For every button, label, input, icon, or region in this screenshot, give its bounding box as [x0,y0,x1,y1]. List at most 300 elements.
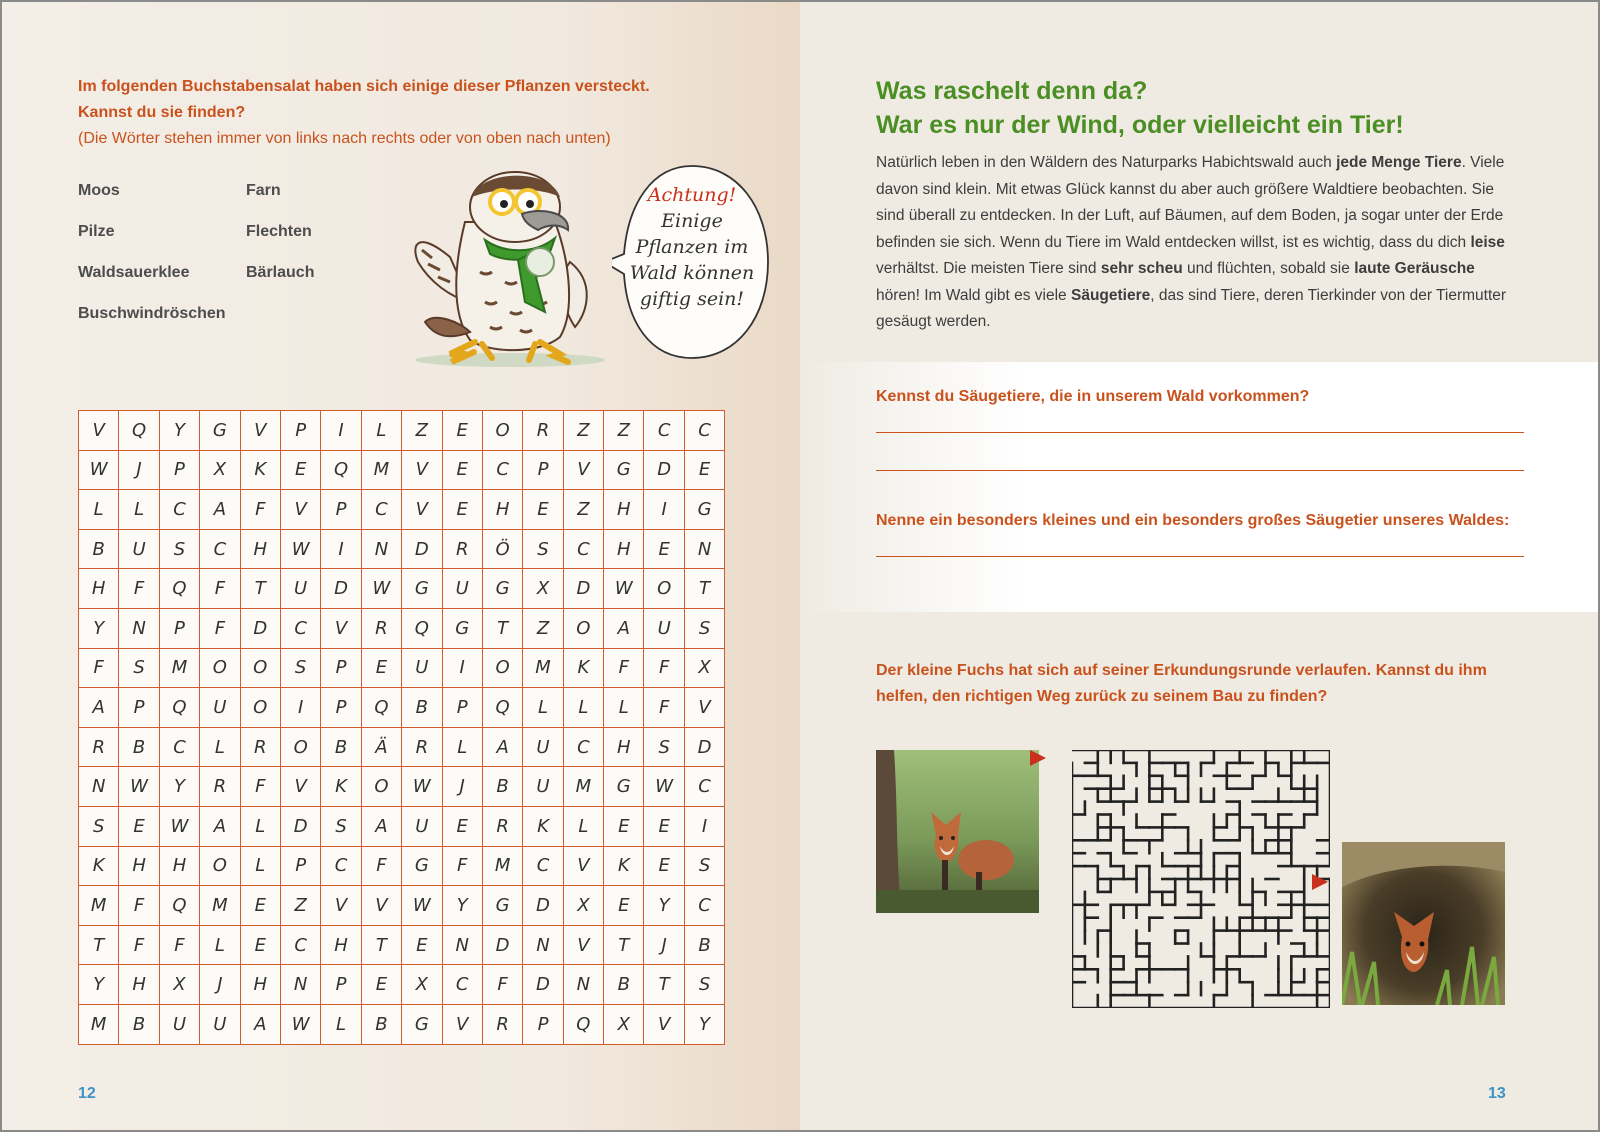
grid-cell[interactable]: D [280,806,320,846]
grid-cell[interactable]: R [482,1004,522,1044]
grid-cell[interactable]: B [361,1004,401,1044]
grid-cell[interactable]: D [523,886,563,926]
grid-row [79,925,725,965]
grid-cell[interactable]: D [482,925,522,965]
grid-cell[interactable]: W [644,767,684,807]
grid-row [79,608,725,648]
grid-cell[interactable]: V [280,767,320,807]
grid-cell[interactable]: M [200,886,240,926]
grid-cell[interactable]: D [563,569,603,609]
grid-cell[interactable]: O [644,569,684,609]
word-search-grid [78,410,725,1045]
grid-cell[interactable]: P [321,490,361,530]
grid-cell[interactable]: N [119,608,159,648]
grid-cell[interactable]: J [442,767,482,807]
grid-cell[interactable]: U [402,806,442,846]
grid-cell[interactable]: C [563,727,603,767]
grid-cell[interactable]: Q [159,886,199,926]
grid-row [79,1004,725,1044]
grid-cell[interactable]: B [684,925,724,965]
grid-cell[interactable]: Y [159,411,199,451]
grid-cell[interactable]: L [604,688,644,728]
grid-cell[interactable]: V [563,450,603,490]
grid-row [79,648,725,688]
fox-den-photo [1342,842,1505,1005]
grid-cell[interactable]: U [159,1004,199,1044]
grid-cell[interactable]: H [604,490,644,530]
grid-cell[interactable]: A [200,806,240,846]
grid-cell[interactable]: B [402,688,442,728]
answer-line[interactable] [876,556,1524,557]
word-item: Bärlauch [246,264,315,281]
question-small-large-mammal: Nenne ein besonders kleines und ein besonders großes Säugetier unseres Waldes: [876,512,1510,529]
grid-row [79,450,725,490]
grid-cell[interactable]: H [604,727,644,767]
grid-cell[interactable]: Z [604,411,644,451]
grid-cell[interactable]: C [684,886,724,926]
grid-row [79,965,725,1005]
grid-cell[interactable]: E [684,450,724,490]
wordsearch-instructions [78,74,698,152]
page-number-left: 12 [78,1085,96,1102]
grid-cell[interactable]: P [280,846,320,886]
grid-cell[interactable]: L [563,688,603,728]
grid-cell[interactable]: I [644,490,684,530]
grid-cell[interactable]: R [79,727,119,767]
grid-cell[interactable]: B [119,727,159,767]
grid-cell[interactable]: C [159,727,199,767]
grid-cell[interactable]: T [482,608,522,648]
grid-cell[interactable]: G [402,846,442,886]
bubble-line: giftig sein! [639,288,745,310]
grid-cell[interactable]: X [604,1004,644,1044]
grid-cell[interactable]: H [240,529,280,569]
grid-cell[interactable]: N [280,965,320,1005]
body-text-segment: . Viele davon sind klein. Mit etwas Glück kannst du aber auch größere Waldtiere beobachten. Sie sind überall zu entdecken. In der Luft, auf Bäumen, auf dem Boden, ja sogar unter der Erde befinden sie sich. Wenn du Tiere im Wald entdecken willst, ist es wichtig, dass du dich [876,154,1505,251]
grid-cell[interactable]: D [240,608,280,648]
grid-cell[interactable]: F [200,569,240,609]
grid-cell[interactable]: J [200,965,240,1005]
grid-cell[interactable]: O [240,648,280,688]
grid-cell[interactable]: C [644,411,684,451]
grid-cell[interactable]: L [523,688,563,728]
grid-cell[interactable]: P [159,608,199,648]
grid-cell[interactable]: Z [523,608,563,648]
grid-cell[interactable]: O [240,688,280,728]
title-line-1: Was raschelt denn da? [876,77,1148,105]
right-page [800,0,1600,1132]
grid-cell[interactable]: M [482,846,522,886]
grid-cell[interactable]: R [240,727,280,767]
grid-cell[interactable]: A [482,727,522,767]
grid-cell[interactable]: G [684,490,724,530]
grid-cell[interactable]: G [482,886,522,926]
grid-cell[interactable]: O [280,727,320,767]
grid-cell[interactable]: F [159,925,199,965]
grid-cell[interactable]: F [482,965,522,1005]
grid-cell[interactable]: F [361,846,401,886]
grid-cell[interactable]: D [523,965,563,1005]
grid-cell[interactable]: T [361,925,401,965]
grid-cell[interactable]: I [442,648,482,688]
grid-cell[interactable]: N [684,529,724,569]
grid-cell[interactable]: U [402,648,442,688]
grid-cell[interactable]: U [200,1004,240,1044]
grid-cell[interactable]: Q [321,450,361,490]
grid-cell[interactable]: N [442,925,482,965]
grid-cell[interactable]: Z [563,490,603,530]
grid-cell[interactable]: Ö [482,529,522,569]
grid-cell[interactable]: S [684,608,724,648]
grid-cell[interactable]: G [402,1004,442,1044]
grid-cell[interactable]: F [200,608,240,648]
grid-cell[interactable]: E [644,846,684,886]
grid-cell[interactable]: X [684,648,724,688]
grid-cell[interactable]: G [482,569,522,609]
grid-cell[interactable]: D [684,727,724,767]
word-item: Waldsauerklee [78,264,190,281]
grid-cell[interactable]: H [321,925,361,965]
word-item: Farn [246,182,281,199]
grid-cell[interactable]: T [684,569,724,609]
grid-cell[interactable]: G [402,569,442,609]
word-item: Buschwindröschen [78,305,226,322]
grid-cell[interactable]: V [402,450,442,490]
grid-row [79,767,725,807]
grid-cell[interactable]: P [321,965,361,1005]
grid-cell[interactable]: B [119,1004,159,1044]
grid-cell[interactable]: K [321,767,361,807]
grid-cell[interactable]: I [280,688,320,728]
grid-cell[interactable]: Z [563,411,603,451]
grid-cell[interactable]: C [442,965,482,1005]
grid-cell[interactable]: Z [280,886,320,926]
grid-cell[interactable]: S [523,529,563,569]
grid-cell[interactable]: V [644,1004,684,1044]
grid-cell[interactable]: K [604,846,644,886]
grid-cell[interactable]: W [402,886,442,926]
grid-cell[interactable]: S [159,529,199,569]
grid-row [79,529,725,569]
grid-cell[interactable]: Q [119,411,159,451]
grid-cell[interactable]: P [321,688,361,728]
grid-cell[interactable]: H [119,965,159,1005]
grid-cell[interactable]: G [442,608,482,648]
grid-cell[interactable]: R [442,529,482,569]
grid-cell[interactable]: E [604,806,644,846]
grid-cell[interactable]: M [361,450,401,490]
grid-cell[interactable]: K [240,450,280,490]
grid-cell[interactable]: E [442,411,482,451]
grid-cell[interactable]: W [604,569,644,609]
answer-line[interactable] [876,432,1524,433]
grid-cell[interactable]: B [604,965,644,1005]
intro-line-2: Kannst du sie finden? [78,104,246,121]
grid-cell[interactable]: C [563,529,603,569]
grid-cell[interactable]: C [280,608,320,648]
grid-cell[interactable]: S [280,648,320,688]
grid-cell[interactable]: Q [563,1004,603,1044]
grid-cell[interactable]: L [442,727,482,767]
grid-cell[interactable]: N [563,965,603,1005]
grid-cell[interactable]: G [200,411,240,451]
grid-row [79,727,725,767]
grid-cell[interactable]: P [321,648,361,688]
bubble-line: Wald können [629,262,755,284]
grid-cell[interactable]: Y [442,886,482,926]
grid-cell[interactable]: X [402,965,442,1005]
grid-cell[interactable]: A [361,806,401,846]
grid-cell[interactable]: T [644,965,684,1005]
grid-cell[interactable]: L [361,411,401,451]
grid-cell[interactable]: H [159,846,199,886]
grid-cell[interactable]: V [402,490,442,530]
grid-cell[interactable]: A [79,688,119,728]
grid-cell[interactable]: E [442,806,482,846]
grid-cell[interactable]: F [119,569,159,609]
body-text-segment: und flüchten, sobald sie [1182,260,1355,277]
grid-cell[interactable]: W [280,1004,320,1044]
grid-cell[interactable]: C [361,490,401,530]
grid-cell[interactable]: U [200,688,240,728]
grid-cell[interactable]: V [563,846,603,886]
grid-cell[interactable]: Y [644,886,684,926]
grid-cell[interactable]: F [119,925,159,965]
grid-cell[interactable]: V [563,925,603,965]
grid-cell[interactable]: M [523,648,563,688]
grid-cell[interactable]: F [644,688,684,728]
grid-cell[interactable]: K [79,846,119,886]
grid-cell[interactable]: Q [482,688,522,728]
grid-cell[interactable]: O [200,648,240,688]
grid-cell[interactable]: F [644,648,684,688]
start-arrow-icon [1030,750,1046,766]
grid-cell[interactable]: L [119,490,159,530]
grid-cell[interactable]: U [523,767,563,807]
grid-cell[interactable]: P [280,411,320,451]
grid-cell[interactable]: Y [79,965,119,1005]
grid-cell[interactable]: U [280,569,320,609]
grid-cell[interactable]: F [442,846,482,886]
bubble-alert: Achtung! [647,184,737,206]
grid-cell[interactable]: H [79,569,119,609]
grid-cell[interactable]: X [200,450,240,490]
maze-instructions: Der kleine Fuchs hat sich auf seiner Erkundungsrunde verlaufen. Kannst du ihm helfen, den richtigen Weg zurück zu seinem Bau zu finden? [876,662,1487,705]
grid-cell[interactable]: U [119,529,159,569]
answer-line[interactable] [876,470,1524,471]
grid-cell[interactable]: O [200,846,240,886]
grid-cell[interactable]: N [79,767,119,807]
grid-cell[interactable]: L [200,727,240,767]
grid-cell[interactable]: S [644,727,684,767]
grid-cell[interactable]: A [604,608,644,648]
grid-cell[interactable]: R [523,411,563,451]
grid-cell[interactable]: X [563,886,603,926]
grid-cell[interactable]: F [119,886,159,926]
grid-cell[interactable]: M [79,1004,119,1044]
grid-cell[interactable]: S [321,806,361,846]
grid-cell[interactable]: L [240,846,280,886]
grid-cell[interactable]: F [240,767,280,807]
grid-cell[interactable]: Q [402,608,442,648]
grid-cell[interactable]: E [280,450,320,490]
intro-line-1: Im folgenden Buchstabensalat haben sich einige dieser Pflanzen versteckt. [78,78,650,95]
grid-cell[interactable]: T [79,925,119,965]
grid-cell[interactable]: V [321,608,361,648]
section-title [876,74,1566,142]
exit-arrow-icon [1312,874,1328,890]
grid-cell[interactable]: C [159,490,199,530]
grid-cell[interactable]: S [684,965,724,1005]
grid-cell[interactable]: P [159,450,199,490]
grid-cell[interactable]: B [321,727,361,767]
grid-cell[interactable]: U [644,608,684,648]
grid-cell[interactable]: E [442,490,482,530]
grid-cell[interactable]: M [79,886,119,926]
grid-cell[interactable]: U [442,569,482,609]
grid-cell[interactable]: Q [361,688,401,728]
grid-cell[interactable]: R [200,767,240,807]
grid-cell[interactable]: D [402,529,442,569]
grid-cell[interactable]: W [119,767,159,807]
grid-cell[interactable]: Z [402,411,442,451]
grid-cell[interactable]: E [240,925,280,965]
grid-cell[interactable]: C [684,411,724,451]
grid-cell[interactable]: F [604,648,644,688]
grid-cell[interactable]: J [644,925,684,965]
grid-cell[interactable]: D [321,569,361,609]
grid-cell[interactable]: J [119,450,159,490]
grid-cell[interactable]: O [482,648,522,688]
grid-cell[interactable]: F [79,648,119,688]
grid-cell[interactable]: E [604,886,644,926]
grid-cell[interactable]: H [482,490,522,530]
question-panel [800,362,1598,612]
grid-cell[interactable]: Q [159,688,199,728]
grid-cell[interactable]: E [361,965,401,1005]
grid-cell[interactable]: Y [684,1004,724,1044]
grid-cell[interactable]: A [200,490,240,530]
grid-cell[interactable]: C [684,767,724,807]
grid-cell[interactable]: T [240,569,280,609]
grid-cell[interactable]: H [119,846,159,886]
grid-cell[interactable]: P [442,688,482,728]
grid-cell[interactable]: O [563,608,603,648]
grid-cell[interactable]: W [361,569,401,609]
grid-cell[interactable]: H [240,965,280,1005]
grid-cell[interactable]: W [402,767,442,807]
grid-cell[interactable]: W [280,529,320,569]
grid-cell[interactable]: W [159,806,199,846]
grid-cell[interactable]: V [361,886,401,926]
grid-cell[interactable]: E [523,490,563,530]
grid-cell[interactable]: E [119,806,159,846]
grid-cell[interactable]: L [321,1004,361,1044]
grid-cell[interactable]: S [119,648,159,688]
grid-cell[interactable]: N [361,529,401,569]
grid-cell[interactable]: A [240,1004,280,1044]
grid-cell[interactable]: K [523,806,563,846]
grid-cell[interactable]: V [280,490,320,530]
grid-cell[interactable]: E [240,886,280,926]
grid-cell[interactable]: M [563,767,603,807]
grid-cell[interactable]: W [79,450,119,490]
grid-cell[interactable]: L [563,806,603,846]
grid-cell[interactable]: Q [159,569,199,609]
grid-cell[interactable]: R [361,608,401,648]
grid-cell[interactable]: Y [159,767,199,807]
grid-cell[interactable]: Ä [361,727,401,767]
grid-cell[interactable]: C [482,450,522,490]
word-item: Flechten [246,223,312,240]
grid-cell[interactable]: C [200,529,240,569]
grid-cell[interactable]: E [644,806,684,846]
grid-cell[interactable]: C [321,846,361,886]
page-number-right: 13 [1488,1085,1506,1102]
grid-cell[interactable]: B [482,767,522,807]
grid-cell[interactable]: I [321,529,361,569]
grid-cell[interactable]: L [79,490,119,530]
grid-cell[interactable]: E [402,925,442,965]
grid-cell[interactable]: L [240,806,280,846]
grid-cell[interactable]: L [200,925,240,965]
grid-cell[interactable]: V [321,886,361,926]
grid-cell[interactable]: V [79,411,119,451]
grid-cell[interactable]: E [644,529,684,569]
grid-row [79,806,725,846]
grid-cell[interactable]: H [604,529,644,569]
grid-cell[interactable]: C [523,846,563,886]
grid-cell[interactable]: X [523,569,563,609]
grid-cell[interactable]: P [523,1004,563,1044]
grid-cell[interactable]: G [604,767,644,807]
grid-cell[interactable]: P [119,688,159,728]
grid-cell[interactable]: E [361,648,401,688]
grid-cell[interactable]: B [79,529,119,569]
grid-cell[interactable]: O [482,411,522,451]
grid-cell[interactable]: V [442,1004,482,1044]
grid-cell[interactable]: V [684,688,724,728]
word-item: Pilze [78,223,115,240]
grid-cell[interactable]: X [159,965,199,1005]
grid-cell[interactable]: S [79,806,119,846]
grid-cell[interactable]: O [361,767,401,807]
grid-cell[interactable]: V [240,411,280,451]
grid-cell[interactable]: G [604,450,644,490]
grid-cell[interactable]: R [402,727,442,767]
grid-cell[interactable]: P [523,450,563,490]
grid-cell[interactable]: N [523,925,563,965]
maze-puzzle[interactable] [1072,750,1330,1008]
grid-row [79,886,725,926]
grid-cell[interactable]: Y [79,608,119,648]
grid-cell[interactable]: D [644,450,684,490]
body-emphasis: sehr scheu [1100,260,1183,277]
grid-cell[interactable]: C [280,925,320,965]
grid-cell[interactable]: F [240,490,280,530]
grid-cell[interactable]: S [684,846,724,886]
grid-cell[interactable]: K [563,648,603,688]
grid-cell[interactable]: R [482,806,522,846]
grid-cell[interactable]: U [523,727,563,767]
body-text [876,150,1516,336]
grid-cell[interactable]: I [321,411,361,451]
grid-cell[interactable]: M [159,648,199,688]
grid-cell[interactable]: I [684,806,724,846]
grid-cell[interactable]: T [604,925,644,965]
grid-cell[interactable]: E [442,450,482,490]
word-item: Moos [78,182,120,199]
